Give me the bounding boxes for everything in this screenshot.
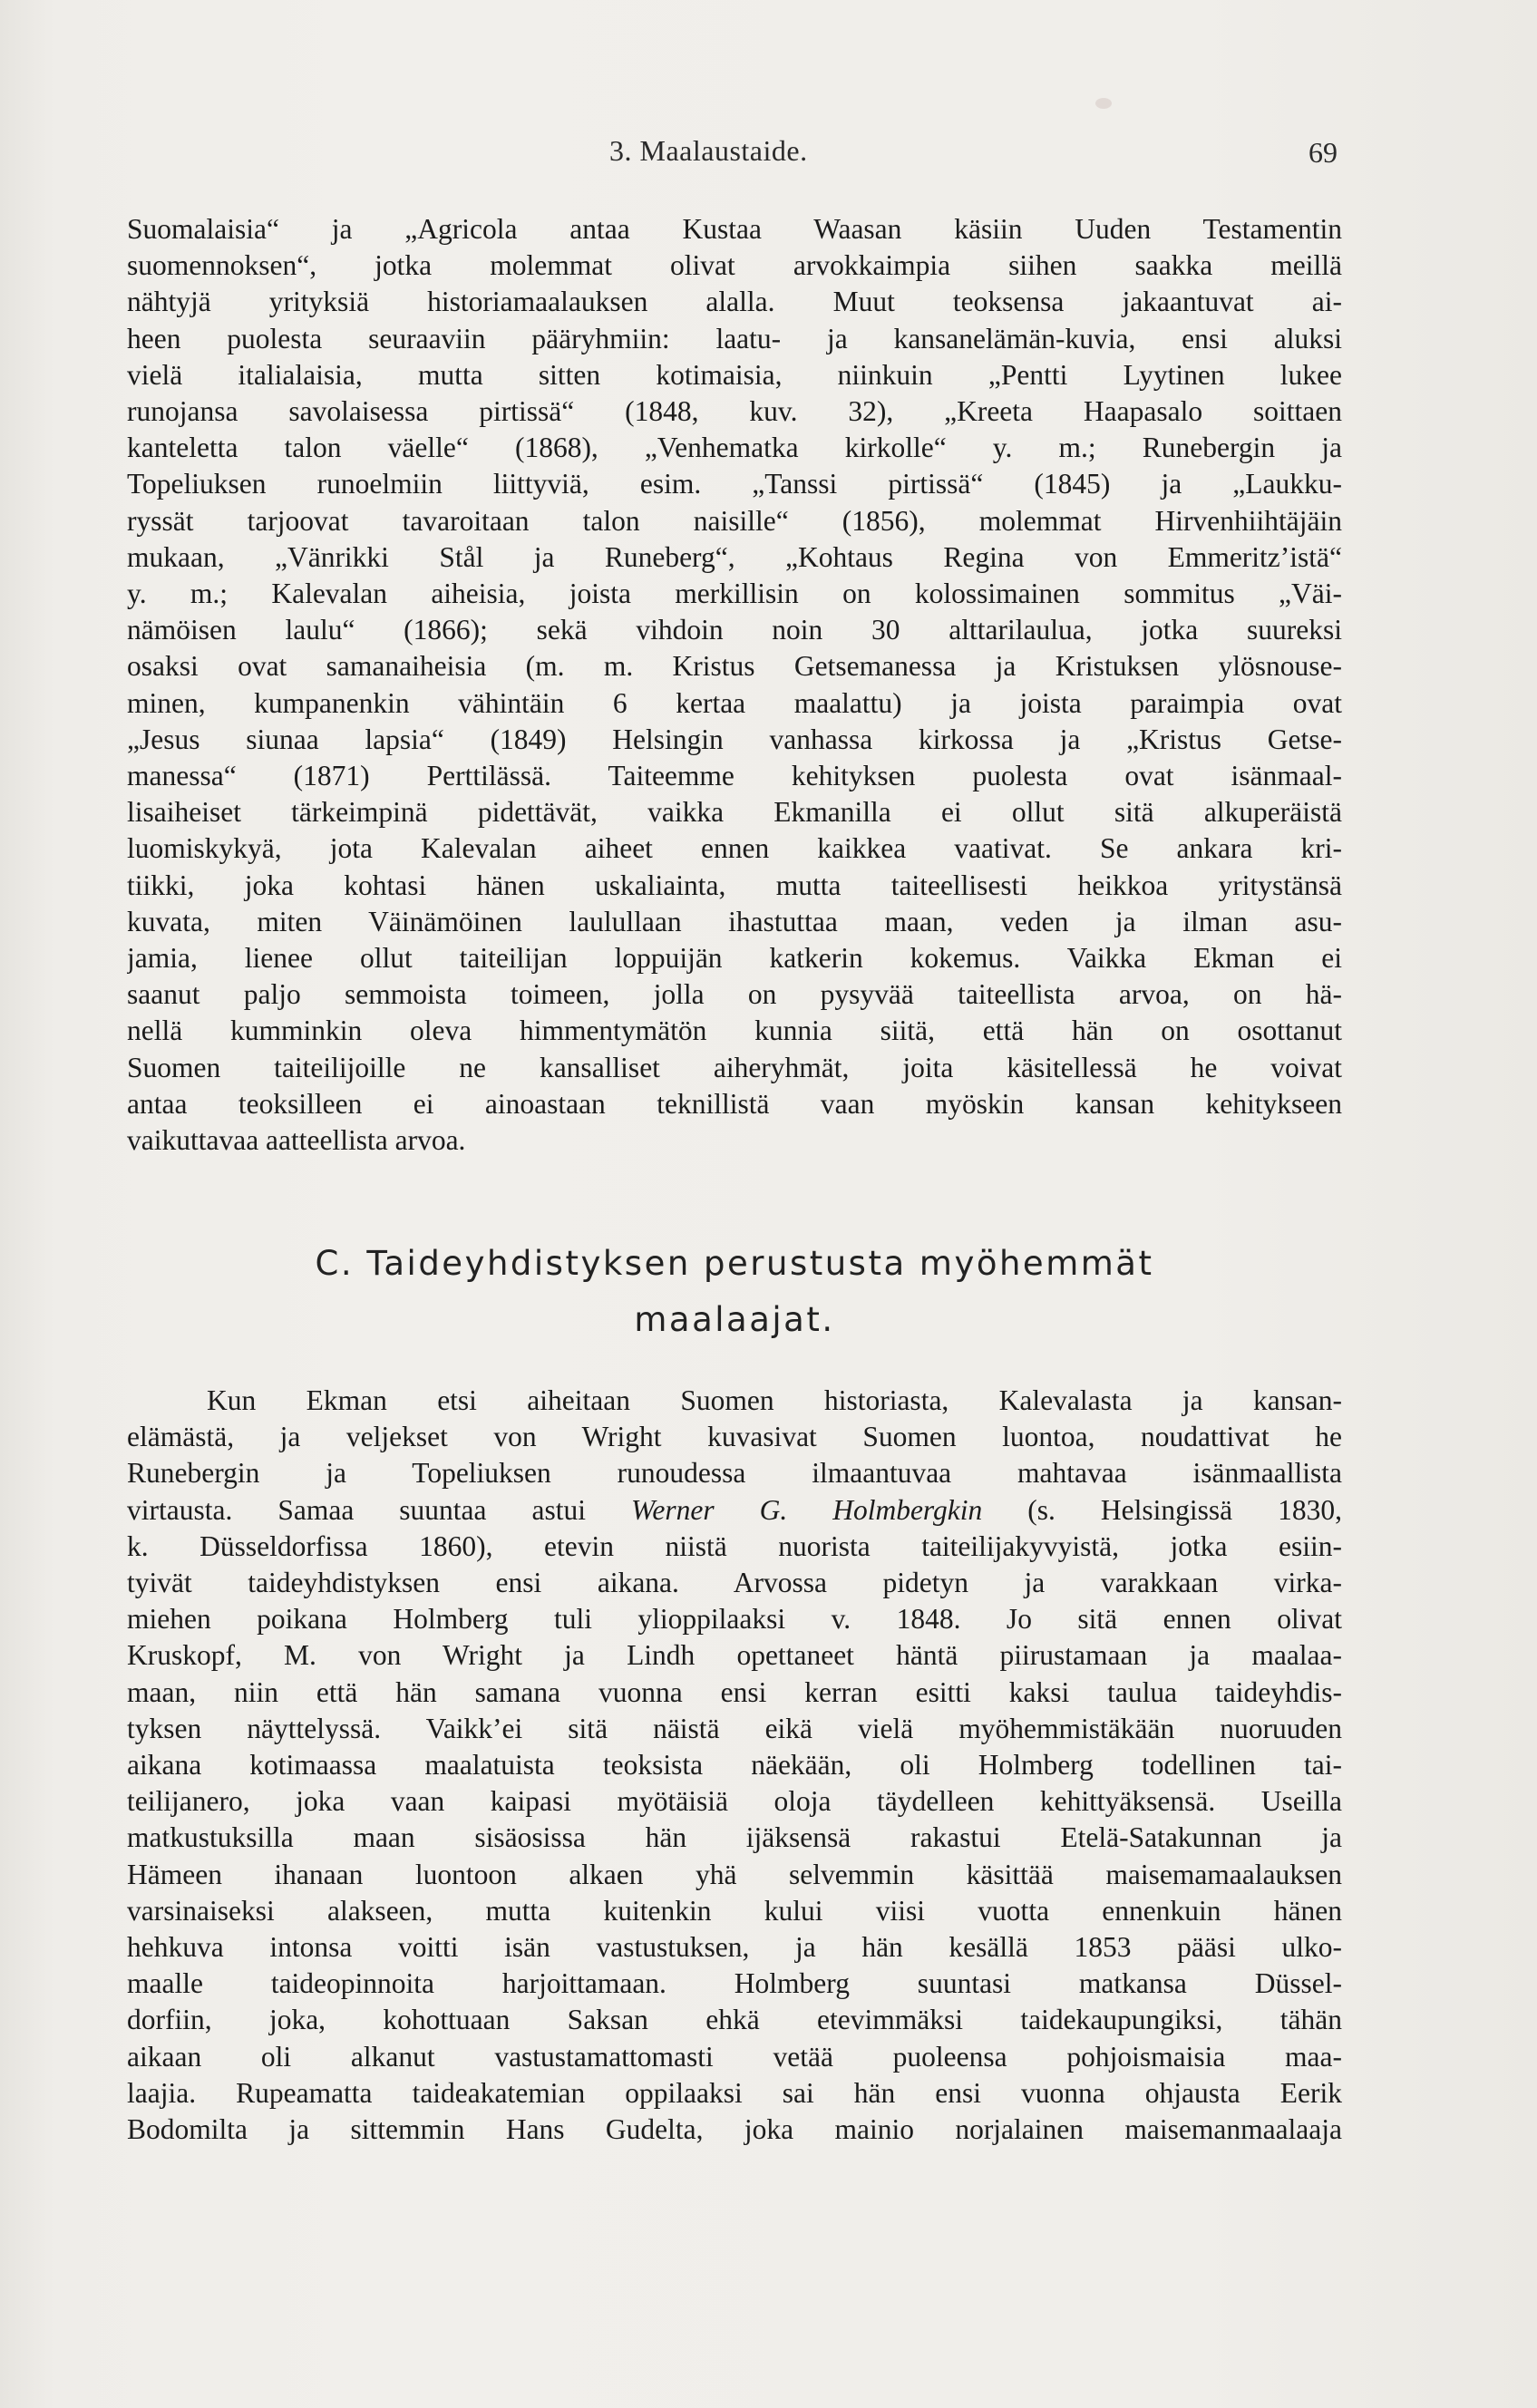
paragraph-1 [127,211,1342,1159]
text-line: jamia, lienee ollut taiteilijan loppuijän katkerin kokemus. Vaikka Ekman ei [127,942,1342,975]
text-line: osaksi ovat samanaiheisia (m. m. Kristus Getsemanessa ja Kristuksen ylösnouse- [127,650,1342,683]
text-line: nähtyjä yrityksiä historiamaalauksen alalla. Muut teoksensa jakaantuvat ai- [127,286,1342,318]
text-line: Hämeen ihanaan luontoon alkaen yhä selvemmin käsittää maisemamaalauksen [127,1858,1342,1890]
text-segment: virtausta. Samaa suuntaa astui [127,1493,631,1526]
text-line: matkustuksilla maan sisäosissa hän ijäksensä rakastui Etelä-Satakunnan ja [127,1821,1342,1854]
section-heading-line-2: maalaajat. [634,1300,835,1339]
section-heading-line-1: C. Taideyhdistyksen perustusta myöhemmät [315,1244,1154,1283]
text-line: tyivät taideyhdistyksen ensi aikana. Arvossa pidetyn ja varakkaan virka- [127,1567,1342,1599]
text-line: Suomalaisia“ ja „Agricola antaa Kustaa Waasan käsiin Uuden Testamentin [127,213,1342,245]
text-line: hehkuva intonsa voitti isän vastustuksen, ja hän kesällä 1853 pääsi ulko- [127,1931,1342,1964]
text-line: y. m.; Kalevalan aiheisia, joista merkillisin on kolossimainen sommitus „Väi- [127,578,1342,610]
text-line: nellä kumminkin oleva himmentymätön kunnia siitä, että hän on osottanut [127,1015,1342,1047]
text-line: tyksen näyttelyssä. Vaikk’ei sitä näistä eikä vielä myöhemmistäkään nuoruuden [127,1712,1342,1744]
text-line: kanteletta talon väelle“ (1868), „Venhematka kirkolle“ y. m.; Runebergin ja [127,432,1342,464]
text-line: Bodomilta ja sittemmin Hans Gudelta, joka mainio norjalainen maisemanmaalaaja [127,2113,1342,2146]
text-line: heen puolesta seuraaviin pääryhmiin: laatu- ja kansanelämän-kuvia, ensi aluksi [127,322,1342,354]
text-line: nämöisen laulu“ (1866); sekä vihdoin noin 30 alttarilaulua, jotka suureksi [127,614,1342,646]
text-line: vielä italialaisia, mutta sitten kotimaisia, niinkuin „Pentti Lyytinen lukee [127,358,1342,391]
text-line: ryssät tarjoovat tavaroitaan talon naisille“ (1856), molemmat Hirvenhiihtäjäin [127,504,1342,537]
text-line: luomiskykyä, jota Kalevalan aiheet ennen kaikkea vaativat. Se ankara kri- [127,832,1342,865]
text-line: dorfiin, joka, kohottuaan Saksan ehkä etevimmäksi taidekaupungiksi, tähän [127,2004,1342,2036]
person-name-italic: Werner G. Holmbergkin [631,1493,983,1526]
text-line: Runebergin ja Topeliuksen runoudessa ilmaantuvaa mahtavaa isänmaallista [127,1457,1342,1490]
text-line: varsinaiseksi alakseen, mutta kuitenkin kului viisi vuotta ennenkuin hänen [127,1894,1342,1927]
text-line: laajia. Rupeamatta taideakatemian oppilaaksi sai hän ensi vuonna ohjausta Eerik [127,2076,1342,2109]
text-line: kuvata, miten Väinämöinen laulullaan ihastuttaa maan, veden ja ilman asu- [127,905,1342,937]
text-line: runojansa savolaisessa pirtissä“ (1848, kuv. 32), „Kreeta Haapasalo soittaen [127,395,1342,428]
text-line: lisaiheiset tärkeimpinä pidettävät, vaikka Ekmanilla ei ollut sitä alkuperäistä [127,796,1342,829]
text-line-with-name [127,1492,1342,1529]
page-number: 69 [1308,136,1338,169]
text-line: antaa teoksilleen ei ainoastaan teknillistä vaan myöskin kansan kehitykseen [127,1087,1342,1120]
text-line: saanut paljo semmoista toimeen, jolla on pysyvää taiteellista arvoa, on hä- [127,978,1342,1011]
text-line: Kruskopf, M. von Wright ja Lindh opettaneet häntä piirustamaan ja maalaa- [127,1639,1342,1672]
section-heading [127,1236,1342,1348]
text-line: manessa“ (1871) Perttilässä. Taiteemme kehityksen puolesta ovat isänmaal- [127,760,1342,792]
text-segment: (s. Helsingissä 1830, [982,1493,1342,1526]
paragraph-2 [127,1383,1342,2148]
running-head: 3. Maalaustaide. [609,134,808,167]
text-line: Kun Ekman etsi aiheitaan Suomen historiasta, Kalevalasta ja kansan- [207,1384,1342,1416]
text-line: teilijanero, joka vaan kaipasi myötäisiä oloja täydelleen kehittyäksensä. Useilla [127,1785,1342,1818]
text-line: maan, niin että hän samana vuonna ensi kerran esitti kaksi taulua taideyhdis- [127,1675,1342,1708]
text-line: miehen poikana Holmberg tuli ylioppilaaksi v. 1848. Jo sitä ennen olivat [127,1603,1342,1636]
text-line: maalle taideopinnoita harjoittamaan. Holmberg suuntasi matkansa Düssel- [127,1967,1342,2000]
text-line: „Jesus siunaa lapsia“ (1849) Helsingin vanhassa kirkossa ja „Kristus Getse- [127,723,1342,755]
text-line: elämästä, ja veljekset von Wright kuvasivat Suomen luontoa, noudattivat he [127,1421,1342,1453]
text-line: minen, kumpanenkin vähintäin 6 kertaa maalattu) ja joista paraimpia ovat [127,686,1342,719]
text-line: k. Düsseldorfissa 1860), etevin niistä nuorista taiteilijakyvyistä, jotka esiin- [127,1529,1342,1562]
text-line: mukaan, „Vänrikki Stål ja Runeberg“, „Kohtaus Regina von Emmeritz’istä“ [127,540,1342,573]
text-line: Topeliuksen runoelmiin liittyviä, esim. „Tanssi pirtissä“ (1845) ja „Laukku- [127,468,1342,500]
text-line: aikana kotimaassa maalatuista teoksista näekään, oli Holmberg todellinen tai- [127,1749,1342,1782]
text-line: aikaan oli alkanut vastustamattomasti vetää puoleensa pohjoismaisia maa- [127,2040,1342,2073]
text-line: vaikuttavaa aatteellista arvoa. [127,1124,466,1157]
text-line: tiikki, joka kohtasi hänen uskaliainta, mutta taiteellisesti heikkoa yritystänsä [127,869,1342,901]
text-line: Suomen taiteilijoille ne kansalliset aiheryhmät, joita käsitellessä he voivat [127,1051,1342,1083]
paper-stain [1095,98,1112,109]
text-line: suomennoksen“, jotka molemmat olivat arvokkaimpia siihen saakka meillä [127,249,1342,282]
